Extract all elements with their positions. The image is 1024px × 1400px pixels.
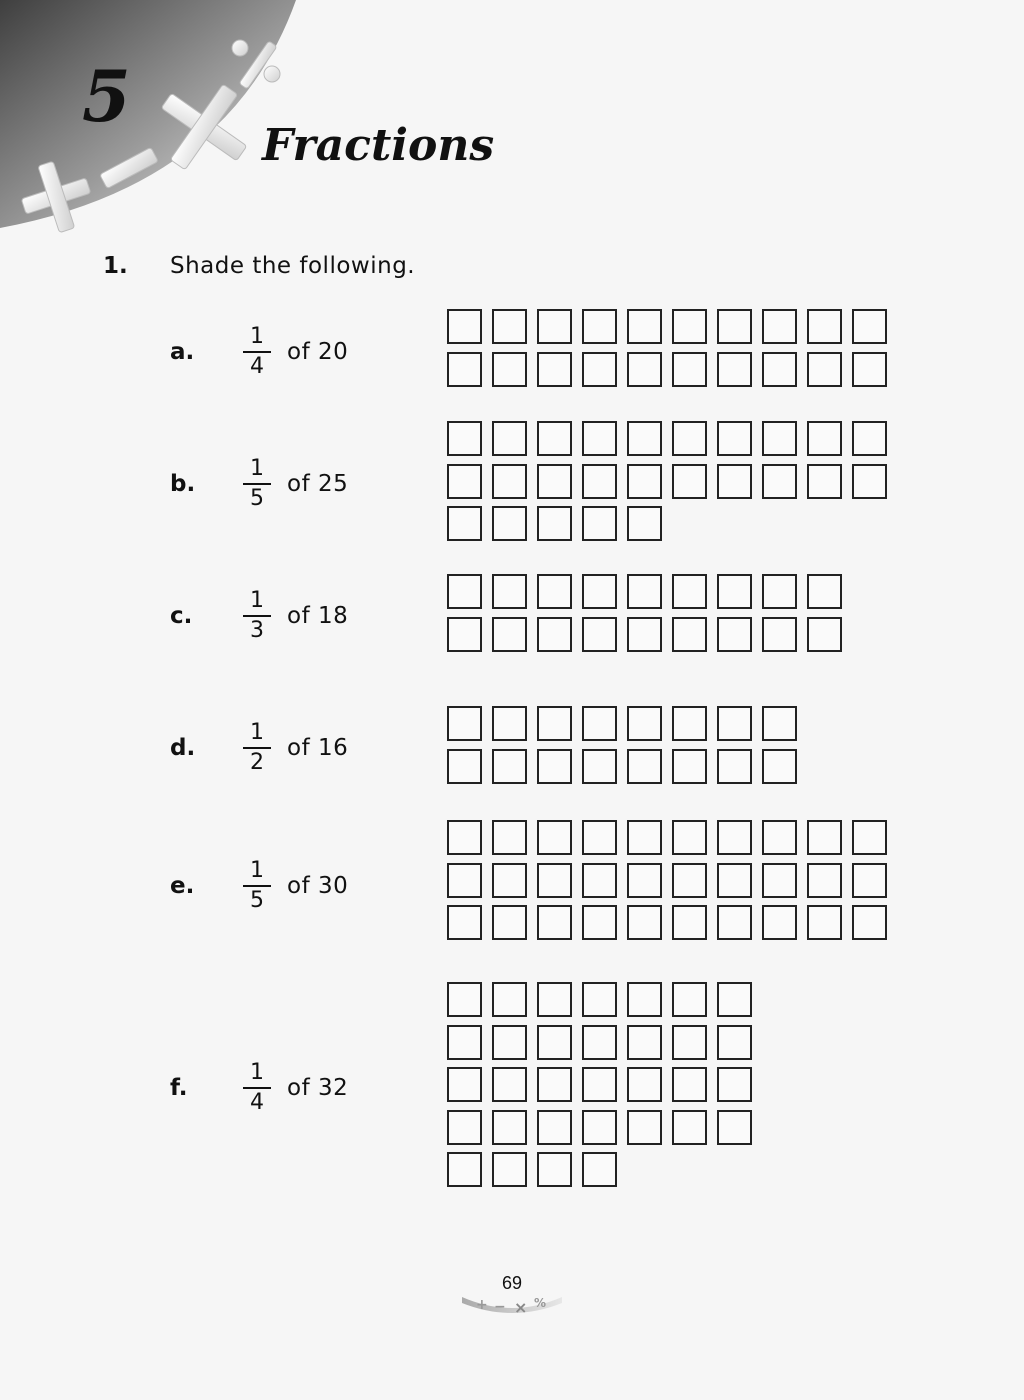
shade-box[interactable] [582, 1025, 617, 1060]
shade-box[interactable] [492, 574, 527, 609]
shade-box[interactable] [672, 421, 707, 456]
shade-box[interactable] [672, 749, 707, 784]
shade-box[interactable] [807, 820, 842, 855]
shade-box[interactable] [672, 706, 707, 741]
fraction-denominator: 5 [250, 486, 264, 511]
question-instruction: Shade the following. [170, 253, 416, 279]
shade-box[interactable] [762, 352, 797, 387]
shade-box[interactable] [537, 617, 572, 652]
shade-box[interactable] [447, 464, 482, 499]
shade-box[interactable] [672, 617, 707, 652]
fraction-numerator: 1 [250, 588, 264, 613]
shade-box[interactable] [627, 506, 662, 541]
shade-box[interactable] [717, 617, 752, 652]
shade-box-grid [447, 309, 887, 387]
shade-box[interactable] [762, 309, 797, 344]
shade-box[interactable] [582, 464, 617, 499]
item-label: f. [170, 1075, 188, 1101]
shade-box[interactable] [627, 982, 662, 1017]
shade-box[interactable] [447, 905, 482, 940]
shade-box[interactable] [672, 574, 707, 609]
shade-box-grid [447, 706, 797, 784]
shade-box[interactable] [537, 352, 572, 387]
shade-box[interactable] [762, 421, 797, 456]
shade-box[interactable] [537, 309, 572, 344]
shade-box[interactable] [582, 352, 617, 387]
shade-box[interactable] [447, 749, 482, 784]
shade-box[interactable] [582, 617, 617, 652]
shade-box[interactable] [762, 820, 797, 855]
fraction-denominator: 3 [250, 618, 264, 643]
shade-box[interactable] [672, 820, 707, 855]
shade-box[interactable] [492, 820, 527, 855]
shade-box[interactable] [807, 574, 842, 609]
item-of-text: of 32 [287, 1075, 349, 1101]
shade-box-grid [447, 820, 887, 940]
shade-box[interactable] [807, 617, 842, 652]
shade-box[interactable] [627, 421, 662, 456]
shade-box[interactable] [627, 352, 662, 387]
shade-box[interactable] [717, 1110, 752, 1145]
svg-text:−: − [494, 1299, 506, 1315]
shade-box[interactable] [807, 352, 842, 387]
shade-box[interactable] [492, 863, 527, 898]
shade-box[interactable] [852, 905, 887, 940]
shade-box[interactable] [492, 617, 527, 652]
shade-box[interactable] [762, 905, 797, 940]
shade-box[interactable] [852, 820, 887, 855]
shade-box[interactable] [672, 863, 707, 898]
shade-box[interactable] [852, 464, 887, 499]
shade-box[interactable] [447, 1067, 482, 1102]
shade-box[interactable] [627, 1067, 662, 1102]
shade-box[interactable] [807, 464, 842, 499]
fraction-numerator: 1 [250, 720, 264, 745]
shade-box[interactable] [672, 1110, 707, 1145]
fraction [243, 590, 271, 642]
shade-box[interactable] [627, 1025, 662, 1060]
shade-box[interactable] [807, 863, 842, 898]
shade-box[interactable] [582, 1110, 617, 1145]
fraction [243, 722, 271, 774]
shade-box[interactable] [582, 820, 617, 855]
shade-box[interactable] [492, 352, 527, 387]
shade-box[interactable] [447, 982, 482, 1017]
shade-box[interactable] [492, 905, 527, 940]
item-of-text: of 18 [287, 603, 349, 629]
shade-box[interactable] [807, 309, 842, 344]
item-of-text: of 25 [287, 471, 349, 497]
shade-box[interactable] [717, 749, 752, 784]
item-label: a. [170, 339, 195, 365]
shade-box[interactable] [582, 905, 617, 940]
shade-box[interactable] [672, 905, 707, 940]
fraction-denominator: 2 [250, 750, 264, 775]
shade-box[interactable] [492, 1025, 527, 1060]
shade-box[interactable] [852, 863, 887, 898]
shade-box[interactable] [582, 574, 617, 609]
shade-box[interactable] [537, 982, 572, 1017]
shade-box[interactable] [492, 309, 527, 344]
shade-box[interactable] [762, 749, 797, 784]
svg-text:%: % [534, 1296, 547, 1310]
shade-box[interactable] [762, 617, 797, 652]
shade-box[interactable] [627, 749, 662, 784]
shade-box[interactable] [447, 309, 482, 344]
shade-box-grid [447, 982, 752, 1187]
shade-box[interactable] [537, 863, 572, 898]
shade-box[interactable] [537, 506, 572, 541]
shade-box[interactable] [537, 464, 572, 499]
shade-box[interactable] [717, 309, 752, 344]
shade-box[interactable] [762, 863, 797, 898]
chapter-title: Fractions [262, 120, 495, 171]
fraction-numerator: 1 [250, 1060, 264, 1085]
shade-box[interactable] [627, 706, 662, 741]
shade-box[interactable] [852, 309, 887, 344]
page-number: 69 [501, 1273, 523, 1293]
shade-box[interactable] [582, 863, 617, 898]
shade-box[interactable] [447, 506, 482, 541]
shade-box[interactable] [582, 749, 617, 784]
shade-box[interactable] [672, 1067, 707, 1102]
shade-box[interactable] [447, 1110, 482, 1145]
shade-box[interactable] [582, 706, 617, 741]
fraction-denominator: 4 [250, 1090, 264, 1115]
shade-box[interactable] [627, 617, 662, 652]
shade-box[interactable] [492, 982, 527, 1017]
fraction [243, 326, 271, 378]
shade-box[interactable] [717, 574, 752, 609]
shade-box[interactable] [537, 820, 572, 855]
shade-box-grid [447, 574, 842, 652]
shade-box[interactable] [537, 574, 572, 609]
shade-box[interactable] [717, 1025, 752, 1060]
shade-box[interactable] [762, 464, 797, 499]
item-label: c. [170, 603, 193, 629]
shade-box[interactable] [537, 905, 572, 940]
shade-box[interactable] [447, 1025, 482, 1060]
shade-box[interactable] [627, 820, 662, 855]
chapter-number: 5 [82, 55, 131, 138]
shade-box[interactable] [762, 706, 797, 741]
svg-text:×: × [514, 1298, 528, 1317]
shade-box[interactable] [537, 706, 572, 741]
shade-box[interactable] [672, 309, 707, 344]
svg-text:+: + [476, 1297, 488, 1313]
shade-box[interactable] [447, 863, 482, 898]
shade-box[interactable] [807, 905, 842, 940]
item-label: b. [170, 471, 196, 497]
shade-box[interactable] [447, 617, 482, 652]
shade-box[interactable] [582, 1067, 617, 1102]
shade-box[interactable] [627, 863, 662, 898]
shade-box[interactable] [447, 706, 482, 741]
shade-box[interactable] [447, 352, 482, 387]
shade-box[interactable] [717, 706, 752, 741]
shade-box[interactable] [492, 421, 527, 456]
shade-box[interactable] [582, 309, 617, 344]
shade-box[interactable] [492, 506, 527, 541]
shade-box[interactable] [627, 905, 662, 940]
shade-box[interactable] [762, 574, 797, 609]
shade-box[interactable] [537, 421, 572, 456]
fraction-numerator: 1 [250, 456, 264, 481]
fraction [243, 458, 271, 510]
corner-decoration [0, 0, 300, 260]
shade-box[interactable] [582, 982, 617, 1017]
item-of-text: of 20 [287, 339, 349, 365]
shade-box[interactable] [447, 820, 482, 855]
shade-box[interactable] [627, 1110, 662, 1145]
fraction [243, 1062, 271, 1114]
shade-box[interactable] [492, 1110, 527, 1145]
shade-box[interactable] [492, 749, 527, 784]
item-label: e. [170, 873, 195, 899]
shade-box[interactable] [492, 1067, 527, 1102]
shade-box[interactable] [717, 863, 752, 898]
shade-box[interactable] [447, 574, 482, 609]
shade-box[interactable] [717, 982, 752, 1017]
shade-box[interactable] [627, 464, 662, 499]
shade-box[interactable] [807, 421, 842, 456]
shade-box[interactable] [447, 1152, 482, 1187]
shade-box[interactable] [672, 1025, 707, 1060]
shade-box[interactable] [627, 309, 662, 344]
shade-box[interactable] [537, 1025, 572, 1060]
shade-box[interactable] [582, 421, 617, 456]
shade-box[interactable] [537, 749, 572, 784]
shade-box[interactable] [492, 464, 527, 499]
fraction-denominator: 4 [250, 354, 264, 379]
shade-box[interactable] [672, 464, 707, 499]
shade-box[interactable] [537, 1152, 572, 1187]
shade-box[interactable] [537, 1110, 572, 1145]
shade-box-grid [447, 421, 887, 541]
shade-box[interactable] [852, 421, 887, 456]
fraction-numerator: 1 [250, 858, 264, 883]
item-label: d. [170, 735, 196, 761]
shade-box[interactable] [627, 574, 662, 609]
shade-box[interactable] [717, 905, 752, 940]
question-number: 1. [103, 253, 128, 279]
footer-math-symbols-icon [462, 1293, 562, 1319]
shade-box[interactable] [492, 1152, 527, 1187]
shade-box[interactable] [582, 1152, 617, 1187]
shade-box[interactable] [717, 421, 752, 456]
shade-box[interactable] [447, 421, 482, 456]
shade-box[interactable] [672, 982, 707, 1017]
fraction-numerator: 1 [250, 324, 264, 349]
shade-box[interactable] [492, 706, 527, 741]
shade-box[interactable] [582, 506, 617, 541]
fraction [243, 860, 271, 912]
shade-box[interactable] [717, 464, 752, 499]
shade-box[interactable] [537, 1067, 572, 1102]
item-of-text: of 30 [287, 873, 349, 899]
shade-box[interactable] [717, 1067, 752, 1102]
fraction-denominator: 5 [250, 888, 264, 913]
shade-box[interactable] [717, 352, 752, 387]
shade-box[interactable] [852, 352, 887, 387]
shade-box[interactable] [672, 352, 707, 387]
item-of-text: of 16 [287, 735, 349, 761]
shade-box[interactable] [717, 820, 752, 855]
